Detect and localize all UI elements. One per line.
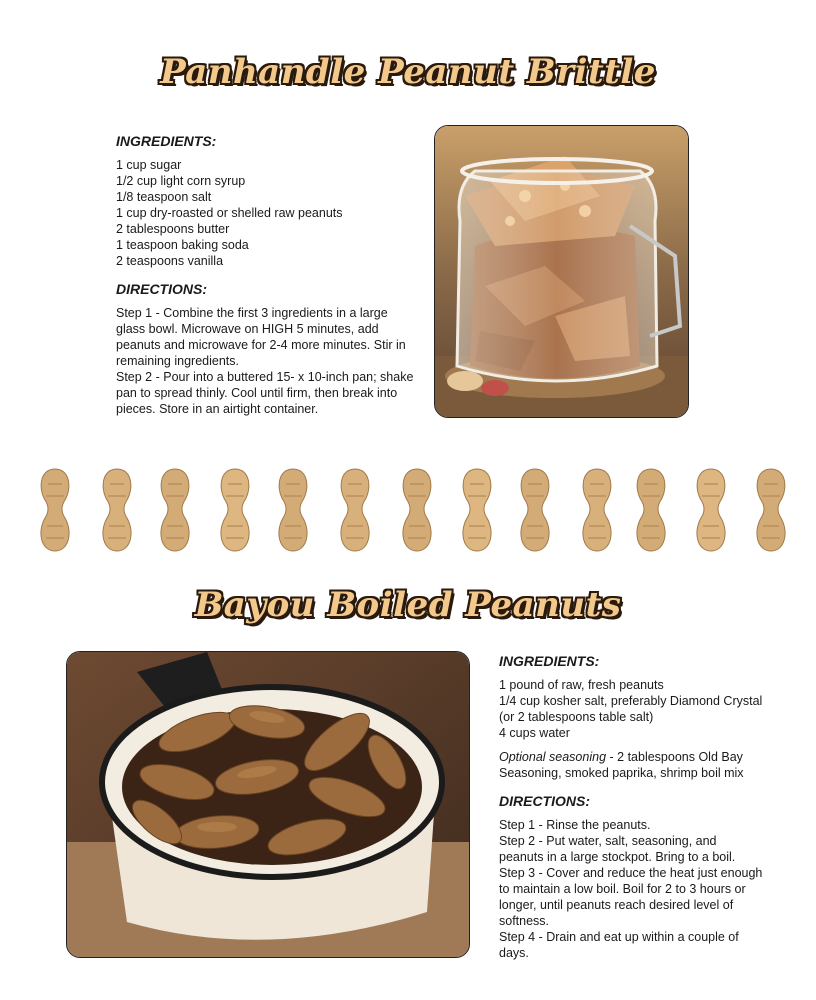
peanut-brittle-jar-photo xyxy=(434,125,689,418)
ingredient-item: 1 cup sugar xyxy=(116,158,182,172)
ingredients-list xyxy=(116,157,416,269)
recipe-title-boiled: Bayou Boiled Peanuts xyxy=(194,585,622,625)
peanut-icon xyxy=(274,466,312,554)
direction-step: Step 1 - Combine the first 3 ingredients in a large glass bowl. Microwave on HIGH 5 minutes, add peanuts and microwave for 2-4 more minutes. Stir in remaining ingredients. xyxy=(116,306,406,368)
peanut-icon xyxy=(692,466,730,554)
ingredient-item: 1/8 teaspoon salt xyxy=(116,190,212,204)
optional-seasoning-label: Optional seasoning xyxy=(499,750,607,764)
peanut-icon xyxy=(336,466,374,554)
peanut-icon xyxy=(752,466,790,554)
ingredient-item: 1 pound of raw, fresh peanuts xyxy=(499,678,664,692)
ingredient-item: 2 teaspoons vanilla xyxy=(116,254,224,268)
peanut-icon xyxy=(516,466,554,554)
peanut-icon xyxy=(98,466,136,554)
recipe-title-brittle: Panhandle Peanut Brittle xyxy=(160,52,656,92)
ingredient-item: 1 cup dry-roasted or shelled raw peanuts xyxy=(116,206,343,220)
ingredients-heading: INGREDIENTS: xyxy=(499,653,600,669)
ingredient-item: 1/2 cup light corn syrup xyxy=(116,174,246,188)
ingredient-item: 1/4 cup kosher salt, preferably Diamond Crystal (or 2 tablespoons table salt) xyxy=(499,694,763,724)
boiled-peanuts-recipe-text xyxy=(499,653,781,961)
brittle-jar-illustration xyxy=(435,126,688,417)
directions-heading: DIRECTIONS: xyxy=(499,793,590,809)
peanut-icon xyxy=(156,466,194,554)
brittle-recipe-text xyxy=(116,133,416,417)
boiled-peanuts-illustration xyxy=(67,652,469,957)
direction-step: Step 3 - Cover and reduce the heat just enough to maintain a low boil. Boil for 2 to 3 hours or longer, until peanuts reach desired level of softness. xyxy=(499,866,781,928)
peanut-icon xyxy=(36,466,74,554)
ingredients-heading: INGREDIENTS: xyxy=(116,133,217,149)
peanut-icon xyxy=(216,466,254,554)
ingredient-item: 2 tablespoons butter xyxy=(116,222,230,236)
peanut-icon xyxy=(578,466,616,554)
optional-seasoning xyxy=(499,749,763,781)
directions-heading: DIRECTIONS: xyxy=(116,281,207,297)
ingredients-list xyxy=(499,677,763,741)
optional-seasoning-text: - 2 tablespoons Old Bay Seasoning, smoked paprika, shrimp boil mix xyxy=(499,750,744,780)
peanut-icon xyxy=(458,466,496,554)
direction-step: Step 1 - Rinse the peanuts. xyxy=(499,818,651,832)
peanut-icon xyxy=(398,466,436,554)
ingredient-item: 1 teaspoon baking soda xyxy=(116,238,249,252)
ingredient-item: 4 cups water xyxy=(499,726,570,740)
peanut-icon xyxy=(632,466,670,554)
direction-step: Step 2 - Pour into a buttered 15- x 10-inch pan; shake pan to spread thinly. Cool until firm, then break into pieces. Store in an airtight container. xyxy=(116,370,414,416)
boiled-peanuts-pot-photo xyxy=(66,651,470,958)
direction-step: Step 2 - Put water, salt, seasoning, and peanuts in a large stockpot. Bring to a boil. xyxy=(499,834,736,864)
direction-step: Step 4 - Drain and eat up within a couple of days. xyxy=(499,930,739,960)
